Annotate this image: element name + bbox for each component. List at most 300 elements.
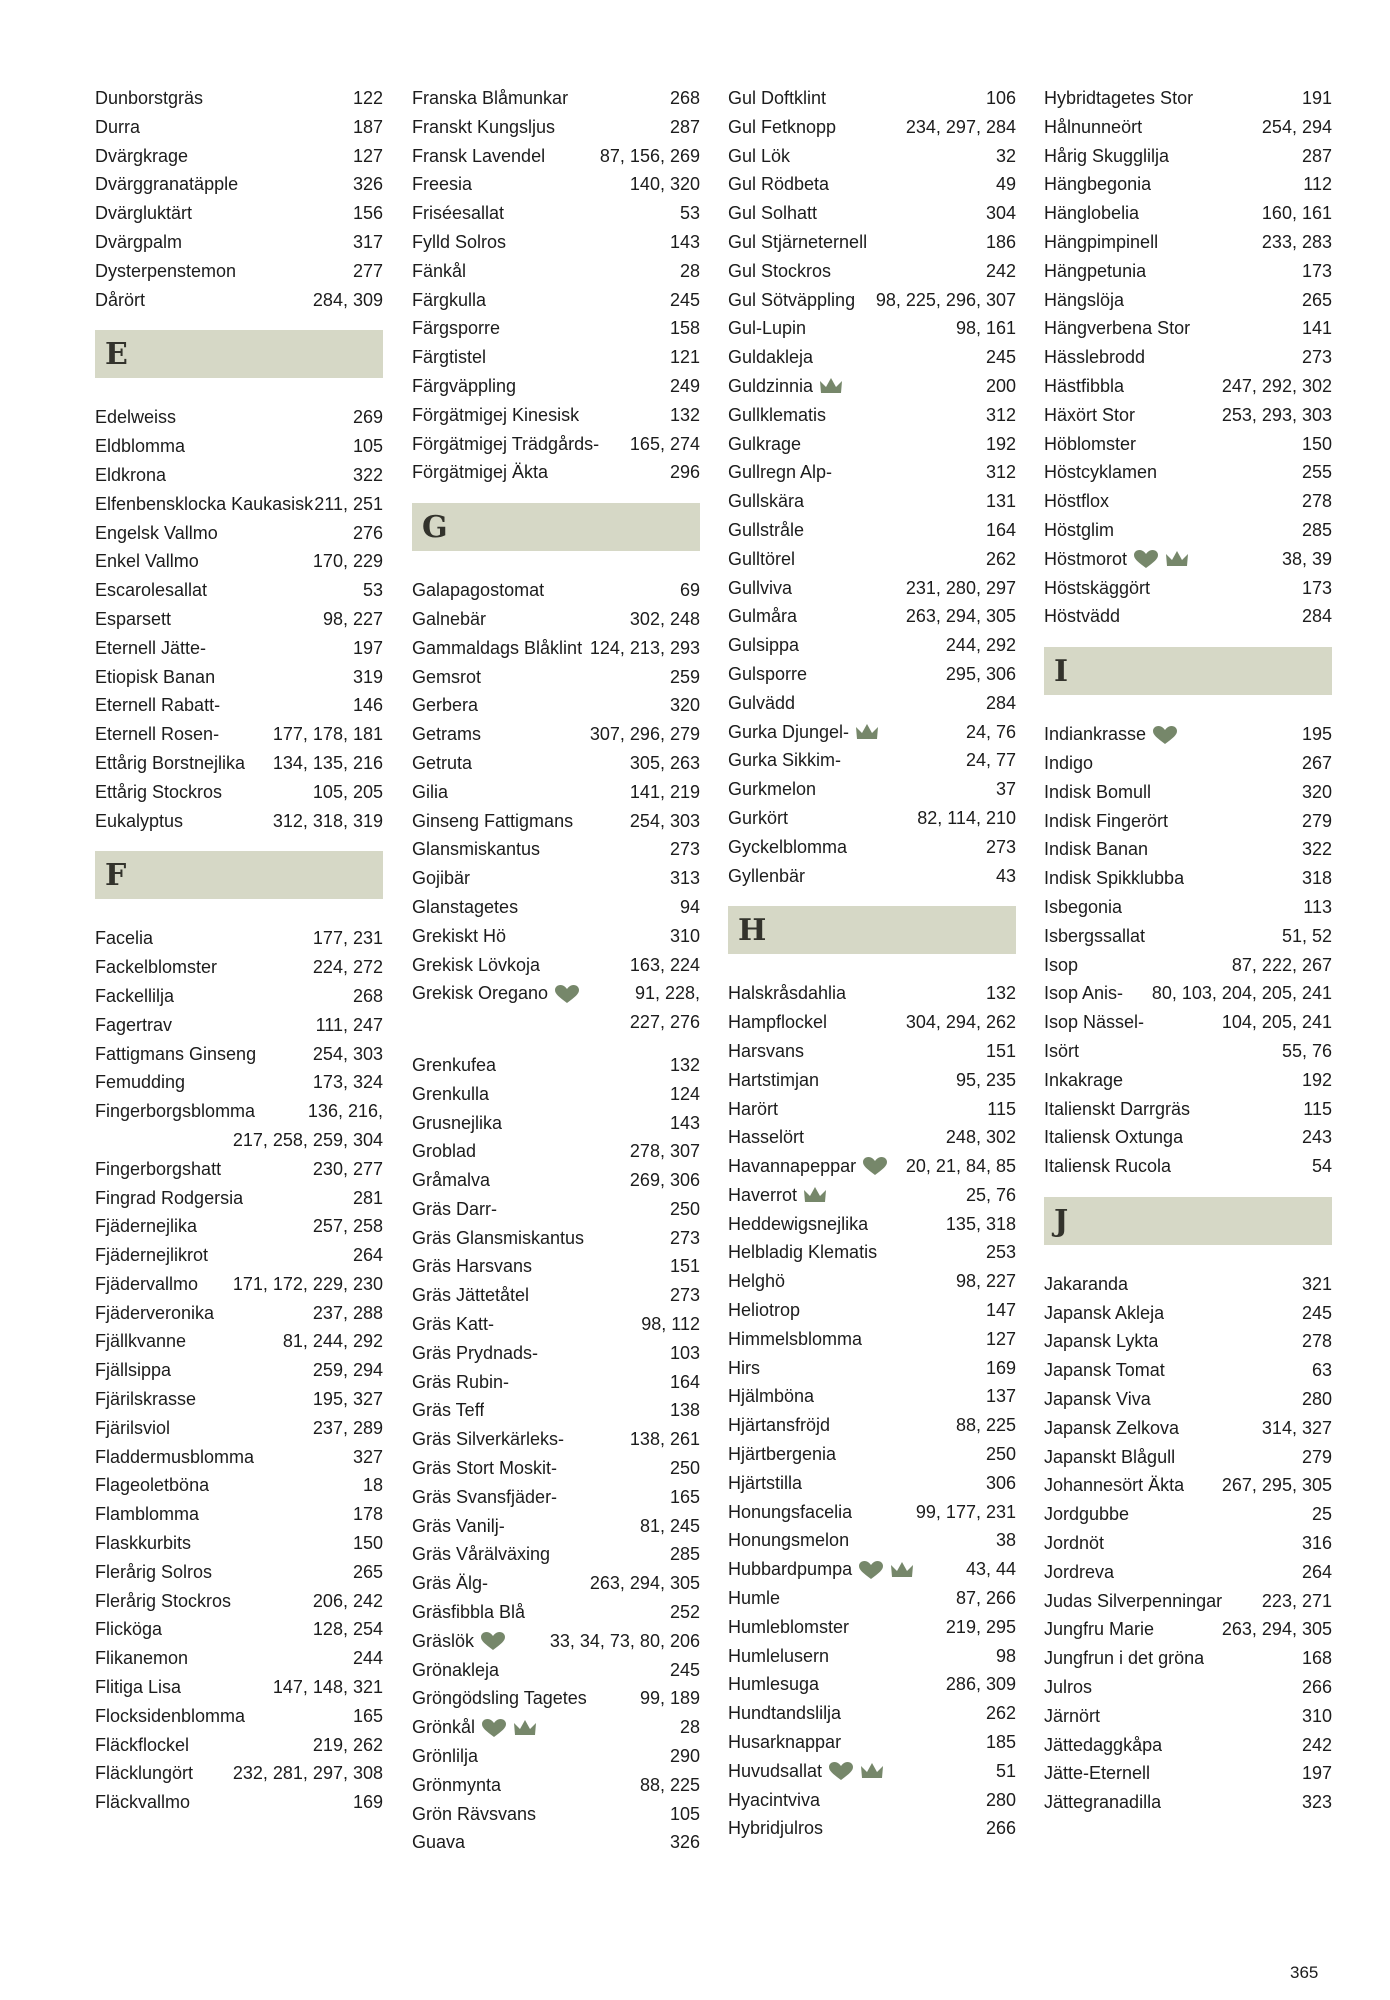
entry-name-text: Isop Anis-	[1044, 983, 1124, 1004]
entry-name-text: Jungfru Marie	[1044, 1619, 1155, 1640]
entry-pages: 211, 251	[314, 493, 383, 514]
entry-name	[95, 1702, 245, 1731]
entry-pages: 250	[669, 1198, 700, 1219]
entry-name	[95, 605, 171, 634]
entry-name	[728, 746, 841, 775]
index-entry	[728, 1008, 1016, 1037]
entry-pages: 197	[352, 637, 383, 658]
entry-name	[95, 1040, 256, 1069]
entry-name-text: Gräsfibbla Blå	[412, 1602, 526, 1623]
index-entry	[95, 1759, 383, 1788]
entry-name-text: Förgätmigej Kinesisk	[412, 404, 580, 425]
section-heading-j: J	[1044, 1197, 1332, 1245]
index-entry	[1044, 142, 1332, 171]
index-entry	[412, 314, 700, 343]
entry-name-text: Gul Rödbeta	[728, 174, 830, 195]
entry-name-text: Femudding	[95, 1072, 186, 1093]
entry-pages: 197	[1301, 1763, 1332, 1784]
index-entry	[412, 458, 700, 487]
entry-name-text: Gräs Darr-	[412, 1198, 497, 1219]
entry-name	[412, 1396, 484, 1425]
entry-pages: 138, 261	[629, 1429, 700, 1450]
index-entry	[1044, 170, 1332, 199]
entry-name	[95, 142, 188, 171]
entry-name-text: Harsvans	[728, 1040, 805, 1061]
index-entry	[728, 228, 1016, 257]
index-entry	[1044, 1587, 1332, 1616]
entry-name-text: Harört	[728, 1098, 779, 1119]
index-entry	[95, 1241, 383, 1270]
entry-pages: 195	[1301, 724, 1332, 745]
entry-name	[1044, 1327, 1158, 1356]
entry-name	[728, 1440, 836, 1469]
index-entry	[1044, 286, 1332, 315]
entry-name	[728, 1757, 884, 1786]
index-entry	[728, 1325, 1016, 1354]
index-entry	[1044, 343, 1332, 372]
section-heading-i: I	[1044, 647, 1332, 695]
entry-pages: 99, 177, 231	[915, 1501, 1016, 1522]
index-entry	[412, 1080, 700, 1109]
index-entry	[95, 1702, 383, 1731]
index-entry	[728, 1066, 1016, 1095]
entry-name	[412, 1137, 476, 1166]
entry-pages: 169	[352, 1792, 383, 1813]
index-entry	[1044, 720, 1332, 749]
entry-name	[95, 1097, 255, 1126]
entry-pages: 273	[1301, 347, 1332, 368]
index-entry	[1044, 545, 1332, 574]
entry-pages: 127	[985, 1328, 1016, 1349]
entry-name-text: Hässlebrodd	[1044, 347, 1146, 368]
entry-name	[1044, 1788, 1161, 1817]
index-entry	[728, 1411, 1016, 1440]
entry-name-text: Hartstimjan	[728, 1069, 820, 1090]
entry-pages: 173	[1301, 260, 1332, 281]
entry-pages: 37	[995, 779, 1016, 800]
index-entry	[95, 1788, 383, 1817]
entry-name-text: Fjädernejlikrot	[95, 1245, 209, 1266]
entry-name	[412, 1339, 538, 1368]
index-entry	[412, 228, 700, 257]
entry-name-text: Gurka Sikkim-	[728, 750, 842, 771]
entry-pages: 223, 271	[1261, 1590, 1332, 1611]
entry-name-text: Fingerborgshatt	[95, 1158, 222, 1179]
entry-name	[1044, 84, 1193, 113]
entry-pages: 191	[1301, 88, 1332, 108]
entry-name	[1044, 749, 1093, 778]
entry-name-text: Getruta	[412, 752, 473, 773]
entry-pages: 320	[1301, 781, 1332, 802]
entry-name	[1044, 951, 1078, 980]
entry-name-text: Höblomster	[1044, 433, 1137, 454]
index-entry	[1044, 1702, 1332, 1731]
entry-name-text: Humlelusern	[728, 1645, 830, 1666]
index-entry	[728, 1123, 1016, 1152]
index-entry	[412, 84, 700, 113]
entry-name-text: Fläckflockel	[95, 1734, 190, 1755]
entry-pages: 254, 303	[312, 1043, 383, 1064]
entry-name-text: Indigo	[1044, 752, 1094, 773]
entry-name-text: Fjällsippa	[95, 1360, 172, 1381]
index-entry	[1044, 113, 1332, 142]
entry-name	[1044, 1702, 1100, 1731]
entry-name	[95, 634, 206, 663]
entry-name	[95, 576, 207, 605]
entry-name-text: Jakaranda	[1044, 1273, 1129, 1294]
index-entry	[728, 1354, 1016, 1383]
entry-pages: 134, 135, 216	[272, 752, 383, 773]
entry-name-text: Hänglobelia	[1044, 203, 1140, 224]
entry-pages: 227, 276	[629, 1012, 700, 1033]
entry-name	[95, 547, 199, 576]
index-entry	[728, 660, 1016, 689]
entry-name-text: Gräs Älg-	[412, 1573, 489, 1594]
entry-name	[95, 490, 313, 519]
entry-pages: 69	[679, 580, 700, 601]
entry-name-text: Hjärtstilla	[728, 1472, 803, 1493]
entry-name-text: Ettårig Borstnejlika	[95, 752, 246, 773]
index-entry	[728, 1728, 1016, 1757]
index-entry	[728, 862, 1016, 891]
entry-pages: 326	[669, 1832, 700, 1853]
index-entry	[95, 142, 383, 171]
entry-name-text: Gerbera	[412, 695, 479, 716]
index-entry	[95, 720, 383, 749]
entry-pages: 265	[352, 1561, 383, 1582]
entry-name-text: Helghö	[728, 1271, 786, 1292]
entry-name-text: Hårig Skugglilja	[1044, 145, 1170, 166]
entry-name-text: Hängverbena Stor	[1044, 318, 1191, 339]
index-entry	[728, 343, 1016, 372]
entry-pages: 178	[352, 1504, 383, 1525]
entry-name-text: Fattigmans Ginseng	[95, 1043, 257, 1064]
index-entry	[1044, 864, 1332, 893]
entry-pages: 254, 303	[629, 810, 700, 831]
index-entry	[412, 1224, 700, 1253]
entry-name	[412, 372, 516, 401]
entry-pages: 186	[985, 231, 1016, 252]
entry-name	[412, 228, 506, 257]
entry-pages: 237, 289	[312, 1417, 383, 1438]
entry-name	[728, 314, 806, 343]
entry-name-text: Fjädernejlika	[95, 1216, 198, 1237]
entry-name-text: Gammaldags Blåklint	[412, 637, 583, 658]
index-entry	[412, 1800, 700, 1829]
entry-name-text: Hjärtbergenia	[728, 1444, 837, 1465]
entry-name-text: Indiankrasse	[1044, 724, 1147, 745]
index-entry	[1044, 922, 1332, 951]
entry-pages: 105	[669, 1803, 700, 1824]
entry-pages: 121	[669, 347, 700, 368]
entry-pages: 115	[1303, 1098, 1332, 1119]
entry-name-text: Hampflockel	[728, 1012, 828, 1033]
entry-pages: 177, 231	[312, 928, 383, 949]
entry-name-text: Flerårig Stockros	[95, 1590, 232, 1611]
entry-name-text: Edelweiss	[95, 407, 177, 428]
index-entry	[728, 170, 1016, 199]
entry-name-text: Elfenbensklocka Kaukasisk	[95, 493, 314, 514]
entry-pages: 150	[1301, 433, 1332, 454]
index-entry	[95, 691, 383, 720]
entry-pages: 195, 327	[312, 1389, 383, 1410]
entry-pages: 233, 283	[1261, 231, 1332, 252]
entry-pages: 284	[1301, 606, 1332, 627]
entry-name-text: Humleblomster	[728, 1616, 850, 1637]
entry-name	[728, 228, 867, 257]
entry-name	[728, 1008, 827, 1037]
entry-name-text: Hängpetunia	[1044, 260, 1147, 281]
entry-pages: 279	[1301, 1446, 1332, 1467]
entry-pages: 33, 34, 73, 80, 206	[549, 1630, 700, 1651]
index-entry	[728, 401, 1016, 430]
entry-pages: 244, 292	[945, 635, 1016, 656]
entry-name-text: Gullskära	[728, 491, 805, 512]
entry-pages: 255	[1301, 462, 1332, 483]
index-entry	[412, 142, 700, 171]
entry-name-text: Gräs Prydnads-	[412, 1342, 539, 1363]
index-entry	[1044, 749, 1332, 778]
index-entry	[728, 1037, 1016, 1066]
entry-name	[412, 1800, 536, 1829]
entry-pages: 268	[669, 88, 700, 108]
entry-pages: 322	[1301, 839, 1332, 860]
index-entry	[1044, 979, 1332, 1008]
index-entry	[412, 1195, 700, 1224]
index-entry	[1044, 1299, 1332, 1328]
entry-name	[1044, 1270, 1128, 1299]
entry-pages: 192	[1301, 1069, 1332, 1090]
entry-name	[1044, 1385, 1151, 1414]
index-entry	[412, 807, 700, 836]
entry-name	[728, 1613, 849, 1642]
entry-pages: 28	[679, 1717, 700, 1738]
index-entry	[412, 1598, 700, 1627]
entry-name	[1044, 1066, 1123, 1095]
entry-name-text: Gul Solhatt	[728, 203, 818, 224]
index-entry	[1044, 1095, 1332, 1124]
entry-name-text: Etiopisk Banan	[95, 666, 216, 687]
index-entry	[95, 1587, 383, 1616]
entry-pages: 151	[669, 1256, 700, 1277]
entry-name	[95, 432, 185, 461]
entry-pages: 43, 44	[965, 1559, 1016, 1580]
entry-name-text: Gul Doftklint	[728, 88, 827, 108]
entry-name	[728, 1498, 852, 1527]
entry-name-text: Gräs Vårälväxing	[412, 1544, 551, 1565]
entry-pages: 286, 309	[945, 1674, 1016, 1695]
entry-name	[412, 1310, 494, 1339]
index-entry	[728, 1526, 1016, 1555]
index-entry	[1044, 1066, 1332, 1095]
entry-name-text: Gullstråle	[728, 519, 805, 540]
entry-pages: 18	[362, 1475, 383, 1496]
entry-name	[95, 1788, 190, 1817]
entry-name	[412, 142, 545, 171]
index-entry	[728, 257, 1016, 286]
entry-name	[412, 430, 599, 459]
index-entry	[728, 199, 1016, 228]
entry-pages: 304, 294, 262	[905, 1012, 1016, 1033]
entry-name	[412, 1080, 489, 1109]
entry-name-text: Julros	[1044, 1677, 1093, 1698]
entry-pages: 98, 112	[641, 1314, 700, 1335]
entry-name-text: Gräs Harsvans	[412, 1256, 533, 1277]
index-entry	[412, 170, 700, 199]
index-entry	[95, 403, 383, 432]
entry-name	[412, 864, 470, 893]
entry-name-text: Helbladig Klematis	[728, 1242, 878, 1263]
index-entry	[412, 605, 700, 634]
entry-pages: 147, 148, 321	[272, 1677, 383, 1698]
entry-pages: 200	[985, 375, 1016, 396]
entry-pages: 273	[669, 1227, 700, 1248]
index-entry	[1044, 835, 1332, 864]
entry-name	[728, 833, 847, 862]
entry-name-text: Hubbardpumpa	[728, 1559, 853, 1580]
entry-name-text: Getrams	[412, 724, 482, 745]
entry-name	[95, 1270, 198, 1299]
index-entry	[95, 576, 383, 605]
entry-name-text: Fjädervallmo	[95, 1273, 199, 1294]
entry-name	[95, 1529, 191, 1558]
index-entry	[412, 1109, 700, 1138]
entry-pages: 25	[1311, 1504, 1332, 1525]
entry-name-text: Heliotrop	[728, 1300, 801, 1321]
entry-name-text: Fjällkvanne	[95, 1331, 187, 1352]
entry-pages: 98	[995, 1645, 1016, 1666]
entry-pages: 187	[352, 116, 383, 137]
entry-name	[728, 1267, 785, 1296]
entry-name-text: Gräs Silverkärleks-	[412, 1429, 565, 1450]
heart-icon	[1133, 549, 1159, 569]
entry-name	[95, 778, 222, 807]
entry-name	[95, 170, 238, 199]
entry-pages: 51, 52	[1281, 925, 1332, 946]
entry-name	[95, 519, 218, 548]
index-entry	[95, 1414, 383, 1443]
entry-pages: 185	[985, 1732, 1016, 1753]
entry-name-text: Franska Blåmunkar	[412, 88, 569, 108]
index-entry	[412, 1252, 700, 1281]
entry-name-text: Fackellilja	[95, 985, 175, 1006]
entry-pages: 104, 205, 241	[1221, 1012, 1332, 1033]
entry-pages: 285	[1301, 519, 1332, 540]
entry-name-text: Fingerborgsblomma	[95, 1101, 256, 1122]
entry-name	[728, 286, 855, 315]
entry-name	[728, 84, 826, 113]
entry-name-text: Eternell Jätte-	[95, 637, 207, 658]
entry-pages: 248, 302	[945, 1127, 1016, 1148]
entry-name	[412, 835, 540, 864]
entry-pages: 98, 227	[955, 1271, 1016, 1292]
entry-name-text: Franskt Kungsljus	[412, 116, 556, 137]
entry-pages: 80, 103, 204, 205, 241	[1151, 983, 1332, 1004]
entry-pages: 24, 77	[965, 750, 1016, 771]
entry-name-text: Grönlilja	[412, 1746, 479, 1767]
entry-name-text: Hästfibbla	[1044, 375, 1125, 396]
index-entry	[412, 922, 700, 951]
index-entry	[412, 864, 700, 893]
index-entry	[412, 1166, 700, 1195]
entry-pages: 249	[669, 375, 700, 396]
entry-name	[412, 1713, 537, 1742]
entry-name-text: Hirs	[728, 1357, 760, 1378]
entry-name	[728, 516, 804, 545]
entry-name-text: Grusnejlika	[412, 1112, 503, 1133]
entry-pages: 168	[1301, 1648, 1332, 1669]
index-entry	[1044, 1731, 1332, 1760]
entry-name	[728, 113, 836, 142]
index-entry	[412, 1339, 700, 1368]
index-entry	[412, 1684, 700, 1713]
index-entry	[1044, 401, 1332, 430]
entry-name	[1044, 1356, 1165, 1385]
index-entry	[1044, 1443, 1332, 1472]
entry-name-text: Höstvädd	[1044, 606, 1121, 627]
entry-pages: 323	[1301, 1792, 1332, 1813]
entry-name	[95, 257, 236, 286]
entry-name	[1044, 574, 1150, 603]
index-entry	[1044, 1037, 1332, 1066]
entry-name	[728, 430, 801, 459]
entry-name	[412, 778, 448, 807]
crown-icon	[890, 1561, 914, 1579]
entry-name-text: Gul Lök	[728, 145, 791, 166]
entry-name-text: Dysterpenstemon	[95, 260, 237, 281]
entry-pages: 320	[669, 695, 700, 716]
entry-pages: 141, 219	[629, 781, 700, 802]
entry-pages: 115	[987, 1098, 1016, 1119]
index-entry	[95, 634, 383, 663]
index-column-2	[412, 84, 700, 1857]
index-entry	[412, 893, 700, 922]
index-entry	[728, 833, 1016, 862]
index-entry	[412, 1512, 700, 1541]
index-entry	[1044, 1759, 1332, 1788]
entry-name-text: Fingrad Rodgersia	[95, 1187, 244, 1208]
entry-name	[95, 1443, 254, 1472]
entry-name-text: Husarknappar	[728, 1732, 842, 1753]
index-entry	[728, 430, 1016, 459]
entry-name	[728, 1786, 820, 1815]
entry-name-text: Hängbegonia	[1044, 174, 1152, 195]
entry-name	[412, 257, 466, 286]
entry-pages: 112	[1303, 174, 1332, 195]
index-entry	[412, 749, 700, 778]
index-entry	[412, 1454, 700, 1483]
entry-name-text: Hängpimpinell	[1044, 231, 1159, 252]
entry-pages: 268	[352, 985, 383, 1006]
entry-name	[412, 1224, 584, 1253]
entry-name-text: Höstcyklamen	[1044, 462, 1158, 483]
entry-name-text: Gräs Teff	[412, 1400, 485, 1421]
index-entry	[728, 1613, 1016, 1642]
entry-name	[1044, 979, 1123, 1008]
entry-name	[728, 1469, 802, 1498]
index-entry	[95, 605, 383, 634]
entry-name-text: Grön Rävsvans	[412, 1803, 537, 1824]
entry-name-text: Japansk Lykta	[1044, 1331, 1159, 1352]
entry-pages: 217, 258, 259, 304	[232, 1129, 383, 1150]
entry-name	[1044, 1037, 1079, 1066]
entry-name	[95, 1471, 209, 1500]
entry-pages: 250	[669, 1458, 700, 1479]
entry-name-text: Grenkulla	[412, 1083, 490, 1104]
entry-name	[1044, 314, 1190, 343]
entry-name	[412, 1454, 557, 1483]
entry-name-text: Grenkufea	[412, 1054, 497, 1075]
